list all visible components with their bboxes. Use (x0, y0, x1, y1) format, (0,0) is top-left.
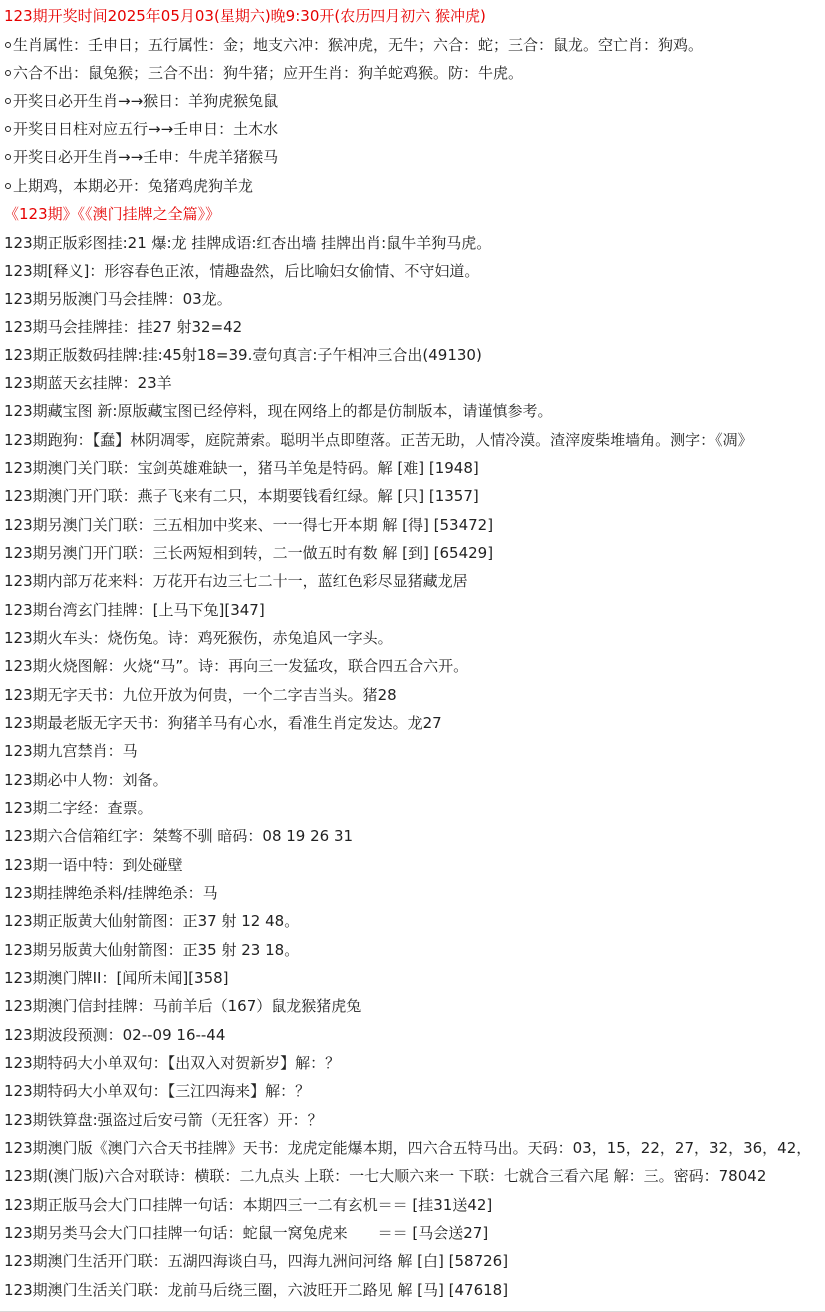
text-line: 123期澳门开门联：燕子飞来有二只，本期要钱看红绿。解 [只] [1357] (4, 487, 479, 505)
text-line: 123期挂牌绝杀料/挂牌绝杀：马 (4, 884, 218, 902)
bullet-icon (5, 98, 11, 104)
text-line: 123期无字天书：九位开放为何贵，一个二字吉当头。猪28 (4, 686, 397, 704)
bullet-text: 上期鸡，本期必开：兔猪鸡虎狗羊龙 (13, 177, 254, 195)
text-line: 123期特码大小单双句：【出双入对贺新岁】解：？ (4, 1054, 341, 1072)
bullet-icon (5, 42, 11, 48)
text-line: 123期蓝天玄挂牌：23羊 (4, 374, 172, 392)
bullet-text: 六合不出：鼠兔猴；三合不出：狗牛猪；应开生肖：狗羊蛇鸡猴。防：牛虎。 (13, 64, 524, 82)
bullet-line (4, 31, 825, 59)
text-line: 123期必中人物：刘备。 (4, 771, 168, 789)
text-line: 123期铁算盘:强盗过后安弓箭（无狂客）开：？ (4, 1111, 323, 1129)
text-line: 123期澳门信封挂牌：马前羊后（167）鼠龙猴猪虎兔 (4, 997, 362, 1015)
text-line: 123期另澳门关门联：三五相加中奖来、一一得七开本期 解 [得] [53472] (4, 516, 494, 534)
bullet-line (4, 59, 825, 87)
text-line: 123期[释义]：形容春色正浓，情趣盎然，后比喻妇女偷情、不守妇道。 (4, 262, 480, 280)
text-line: 123期波段预测：02--09 16--44 (4, 1026, 226, 1044)
text-line: 123期台湾玄门挂牌：[上马下兔][347] (4, 601, 265, 619)
text-line: 123期最老版无字天书：狗猪羊马有心水，看准生肖定发达。龙27 (4, 714, 442, 732)
text-line: 123期特码大小单双句：【三江四海来】解：？ (4, 1082, 311, 1100)
bullet-text: 生肖属性：壬申日；五行属性：金；地支六冲：猴冲虎，无牛；六合：蛇；三合：鼠龙。空亡肖：狗鸡。 (13, 36, 704, 54)
text-line: 123期正版数码挂牌:挂:45射18=39.壹句真言:子午相冲三合出(49130) (4, 346, 482, 364)
text-line: 123期澳门关门联：宝剑英雄难缺一，猪马羊兔是特码。解 [难] [1948] (4, 459, 479, 477)
bullet-text: 开奖日日柱对应五行→→壬申日：土木水 (13, 120, 279, 138)
text-line: 123期澳门牌II：[闻所未闻][358] (4, 969, 229, 987)
bullet-icon (5, 154, 11, 160)
text-line: 123期(澳门版)六合对联诗：横联：二九点头 上联：一七大顺六来一 下联：七就合三看六尾 解：三。密码：78042 (4, 1167, 767, 1185)
text-line: 123期跑狗：【蠢】林阴凋零，庭院萧索。聪明半点即堕落。正苦无助，人情冷漠。渣滓废柴堆墙角。测字：《凋》 (4, 431, 753, 449)
text-line: 123期二字经：查票。 (4, 799, 153, 817)
text-line: 123期藏宝图 新:原版藏宝图已经停料，现在网络上的都是仿制版本，请谨慎参考。 (4, 402, 553, 420)
text-line: 123期另澳门开门联：三长两短相到转，二一做五时有数 解 [到] [65429] (4, 544, 494, 562)
text-line: 123期九宫禁肖：马 (4, 742, 138, 760)
text-line: 123期澳门生活关门联：龙前马后绕三圈，六波旺开二路见 解 [马] [47618] (4, 1281, 509, 1299)
text-line: 123期火车头：烧伤兔。诗：鸡死猴伤，赤兔追风一字头。 (4, 629, 393, 647)
text-line: 123期六合信箱红字：桀骜不驯 暗码：08 19 26 31 (4, 827, 354, 845)
text-line: 123期火烧图解：火烧“马”。诗：再向三一发猛攻，联合四五合六开。 (4, 657, 469, 675)
text-line: 123期另版黄大仙射箭图：正35 射 23 18。 (4, 941, 300, 959)
text-line: 123期一语中特：到处碰壁 (4, 856, 183, 874)
text-line: 123期澳门生活开门联：五湖四海谈白马，四海九洲问河络 解 [白] [58726] (4, 1252, 509, 1270)
bullet-line (4, 143, 825, 171)
bullet-icon (5, 70, 11, 76)
text-line: 123期马会挂牌挂：挂27 射32=42 (4, 318, 243, 336)
bullet-text: 开奖日必开生肖→→壬申：牛虎羊猪猴马 (13, 148, 279, 166)
bullet-icon (5, 126, 11, 132)
text-line: 123期内部万花来料：万花开右边三七二十一，蓝红色彩尽显猪藏龙居 (4, 572, 468, 590)
text-line: 123期正版彩图挂:21 爆:龙 挂牌成语:红杏出墙 挂牌出肖:鼠牛羊狗马虎。 (4, 234, 492, 252)
bullet-line (4, 115, 825, 143)
text-line: 123期另类马会大门口挂牌一句话：蛇鼠一窝兔虎来 ＝＝ [马会送27] (4, 1224, 489, 1242)
text-line: 123期澳门版《澳门六合天书挂牌》天书：龙虎定能爆本期，四六合五特马出。天码：03，15，22，27，32，36，42， (4, 1139, 812, 1157)
section-title: 《123期》《《澳门挂牌之全篇》》 (4, 205, 221, 223)
bullet-text: 开奖日必开生肖→→猴日：羊狗虎猴兔鼠 (13, 92, 279, 110)
bullet-line (4, 172, 825, 200)
draw-time-heading: 123期开奖时间2025年05月03(星期六)晚9:30开(农历四月初六 猴冲虎) (4, 7, 486, 25)
bullet-line (4, 87, 825, 115)
text-line: 123期正版黄大仙射箭图：正37 射 12 48。 (4, 912, 300, 930)
bullet-icon (5, 183, 11, 189)
text-line: 123期另版澳门马会挂牌：03龙。 (4, 290, 232, 308)
text-line: 123期正版马会大门口挂牌一句话：本期四三一二有玄机＝＝ [挂31送42] (4, 1196, 493, 1214)
